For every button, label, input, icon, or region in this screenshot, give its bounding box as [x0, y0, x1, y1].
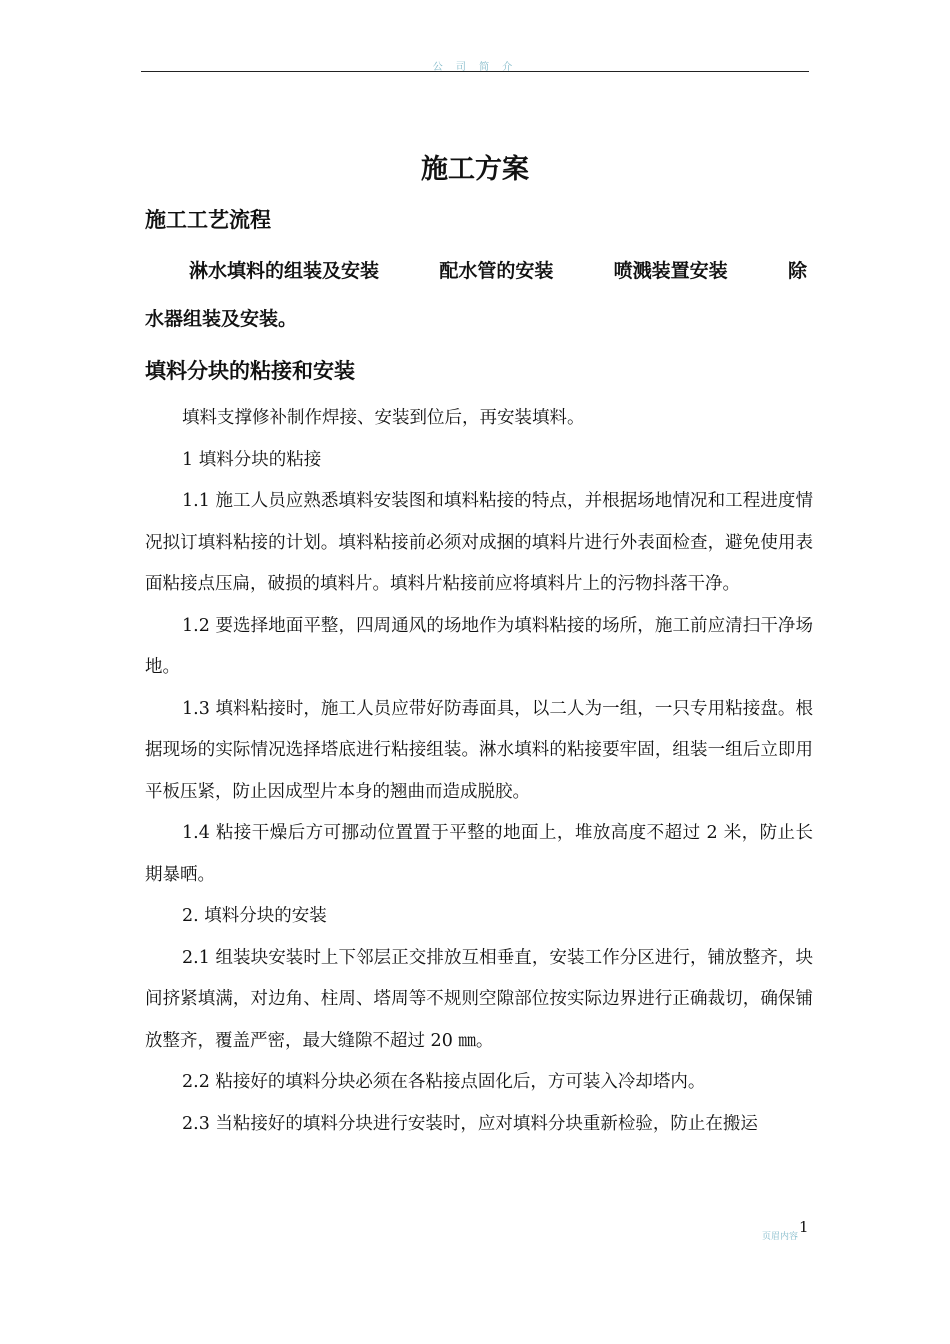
paragraph: 1.1 施工人员应熟悉填料安装图和填料粘接的特点，并根据场地情况和工程进度情况拟订填料粘接的计划。填料粘接前必须对成捆的填料片进行外表面检查，避免使用表面粘接点压扁，破损的填料片。填料片粘接前应将填料片上的污物抖落干净。 — [145, 491, 813, 594]
paragraph: 1.2 要选择地面平整，四周通风的场地作为填料粘接的场所，施工前应清扫干净场地。 — [145, 615, 813, 677]
page-number: 1 — [799, 1218, 809, 1236]
page-footer-note: 页眉内容 — [762, 1232, 799, 1242]
body-text — [145, 398, 813, 1145]
process-flow — [145, 247, 807, 343]
paragraph: 2.2 粘接好的填料分块必须在各粘接点固化后，方可装入冷却塔内。 — [182, 1072, 706, 1092]
paragraph: 1.4 粘接干燥后方可挪动位置置于平整的地面上，堆放高度不超过 2 米，防止长期暴晒。 — [145, 823, 813, 885]
section-heading-process: 施工工艺流程 — [145, 208, 271, 232]
flow-step-pipe: 配水管的安装 — [439, 260, 554, 282]
paragraph: 1.3 填料粘接时，施工人员应带好防毒面具，以二人为一组，一只专用粘接盘。根据现场的实际情况选择塔底进行粘接组装。淋水填料的粘接要牢固，组装一组后立即用平板压紧，防止因成型片本身的翘曲而造成脱胶。 — [145, 698, 813, 802]
flow-step-filler: 淋水填料的组装及安装 — [189, 260, 380, 282]
page-header-text: 公 司 简 介 — [432, 62, 518, 73]
flow-step-demister-end: 水器组装及安装。 — [145, 308, 298, 330]
paragraph: 2. 填料分块的安装 — [182, 906, 327, 926]
paragraph: 2.3 当粘接好的填料分块进行安装时，应对填料分块重新检验，防止在搬运 — [182, 1113, 758, 1134]
document-title: 施工方案 — [421, 154, 529, 185]
header-rule — [141, 71, 809, 72]
paragraph: 填料支撑修补制作焊接、安装到位后，再安装填料。 — [182, 408, 585, 428]
flow-step-demister-start: 除 — [787, 260, 807, 282]
paragraph: 1 填料分块的粘接 — [182, 449, 322, 470]
paragraph: 2.1 组装块安装时上下邻层正交排放互相垂直，安装工作分区进行，铺放整齐，块间挤紧填满，对边角、柱周、塔周等不规则空隙部位按实际边界进行正确裁切，确保铺放整齐，覆盖严密，最大缝隙不超过 20 ㎜。 — [145, 947, 813, 1051]
flow-step-spray: 喷溅装置安装 — [613, 260, 728, 282]
section-heading-filler: 填料分块的粘接和安装 — [145, 359, 355, 383]
process-flow-line — [145, 247, 807, 295]
